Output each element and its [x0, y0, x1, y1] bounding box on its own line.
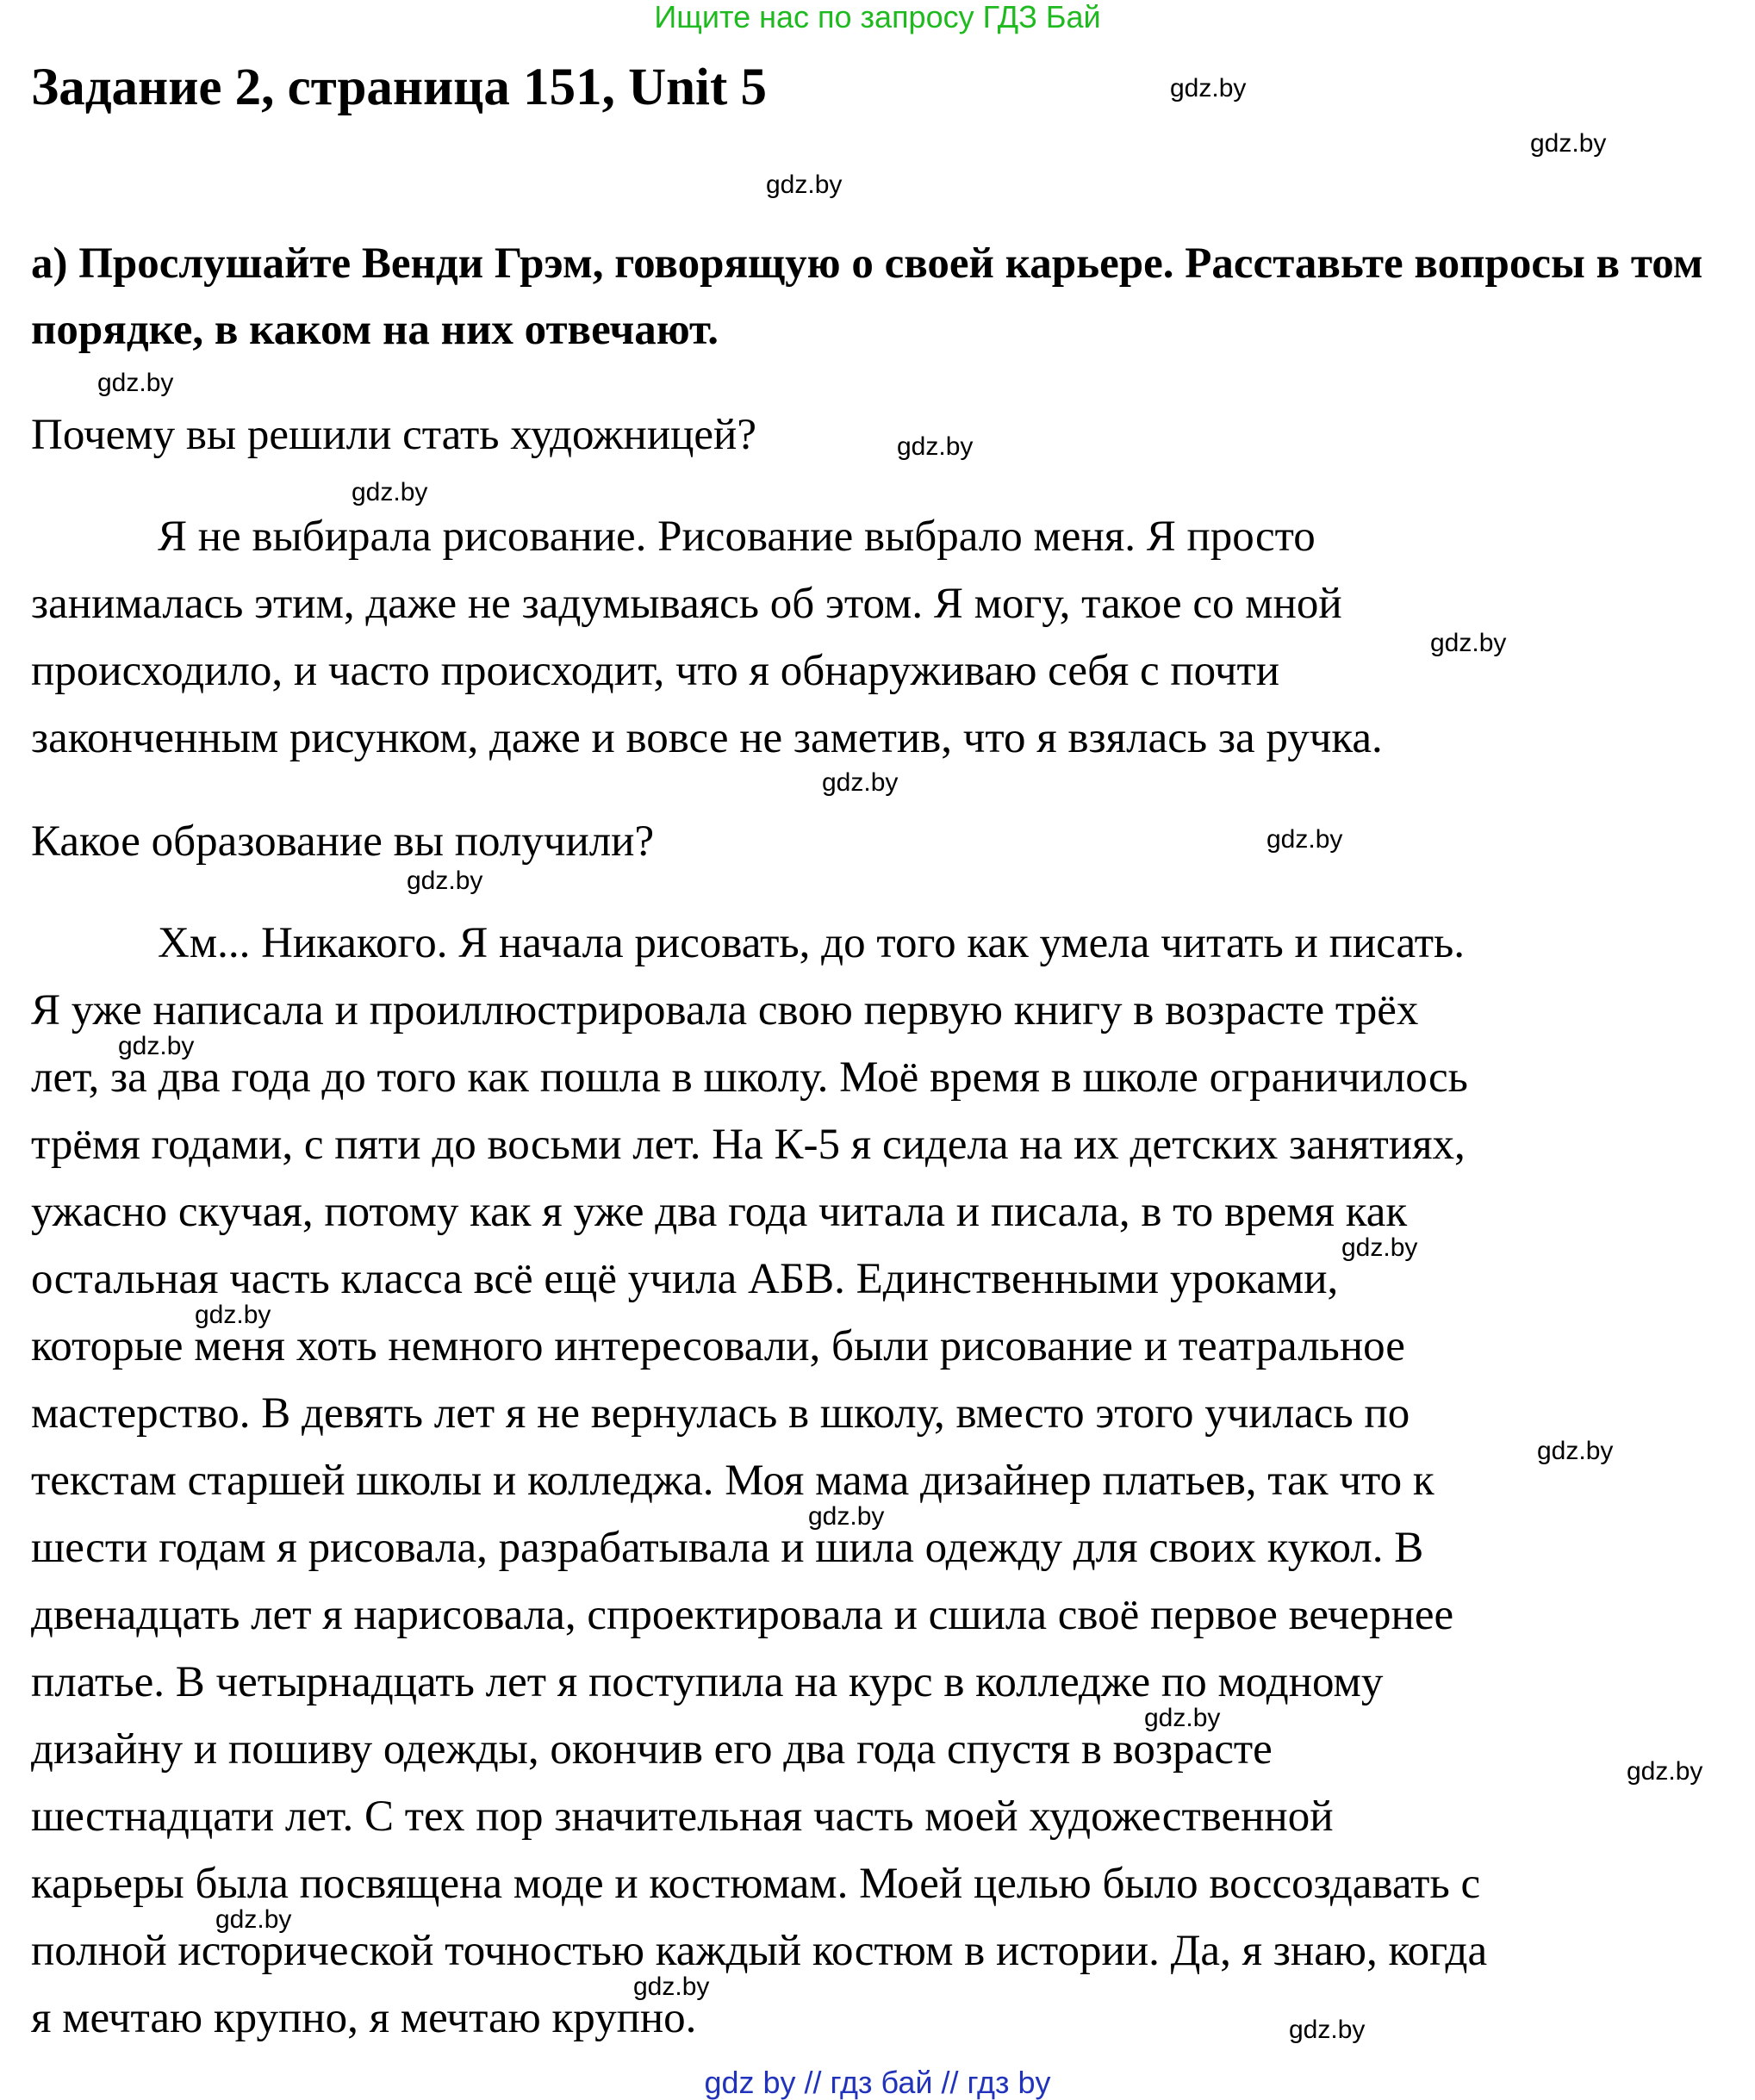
watermark: gdz.by [352, 478, 428, 506]
watermark: gdz.by [1537, 1437, 1614, 1465]
answer-2-line: Я уже написала и проиллюстрировала свою первую книгу в возрасте трёх [31, 986, 1419, 1034]
watermark: gdz.by [195, 1301, 271, 1329]
answer-2-line: платье. В четырнадцать лет я поступила на курс в колледже по модному [31, 1658, 1384, 1706]
watermark: gdz.by [808, 1502, 885, 1531]
answer-2-line: остальная часть класса всё ещё учила АБВ. Единственными уроками, [31, 1255, 1339, 1303]
answer-2-line: текстам старшей школы и колледжа. Моя мама дизайнер платьев, так что к [31, 1457, 1434, 1505]
watermark: gdz.by [1430, 629, 1507, 657]
answer-2-line: лет, за два года до того как пошла в школу. Моё время в школе ограничилось [31, 1053, 1468, 1102]
watermark: gdz.by [822, 768, 899, 797]
watermark: gdz.by [1341, 1233, 1418, 1262]
watermark: gdz.by [1289, 2016, 1366, 2044]
watermark: gdz.by [407, 867, 483, 895]
answer-2-line: я мечтаю крупно, я мечтаю крупно. [31, 1994, 697, 2042]
watermark: gdz.by [97, 369, 174, 397]
watermark: gdz.by [1144, 1704, 1221, 1732]
watermark: gdz.by [1170, 74, 1247, 103]
watermark: gdz.by [1266, 825, 1343, 854]
answer-1-line: законченным рисунком, даже и вовсе не заметив, что я взялась за ручка. [31, 714, 1383, 762]
watermark: gdz.by [897, 432, 974, 461]
answer-2-line: мастерство. В девять лет я не вернулась в школу, вместо этого училась по [31, 1389, 1410, 1438]
answer-2-line: карьеры была посвящена моде и костюмам. Моей целью было воссоздавать с [31, 1860, 1481, 1908]
watermark: gdz.by [118, 1032, 195, 1060]
answer-2-line: трёмя годами, с пяти до восьми лет. На К-5 я сидела на их детских занятиях, [31, 1121, 1466, 1169]
task-instruction: а) Прослушайте Венди Грэм, говорящую о своей карьере. Расставьте вопросы в том порядке, в каком на них отвечают. [31, 239, 1703, 354]
answer-2-line: Хм... Никакого. Я начала рисовать, до того как умела читать и писать. [158, 919, 1466, 967]
answer-1-line: происходило, и часто происходит, что я обнаруживаю себя с почти [31, 647, 1280, 695]
top-banner[interactable]: Ищите нас по запросу ГДЗ Бай [654, 0, 1101, 34]
question-2: Какое образование вы получили? [31, 817, 655, 866]
answer-1-line: занималась этим, даже не задумываясь об этом. Я могу, такое со мной [31, 580, 1342, 628]
watermark: gdz.by [1627, 1757, 1703, 1786]
answer-2-line: которые меня хоть немного интересовали, были рисование и театральное [31, 1322, 1405, 1370]
watermark: gdz.by [633, 1973, 710, 2001]
watermark: gdz.by [215, 1905, 292, 1934]
footer-links[interactable]: gdz by // гдз бай // гдз by [704, 2065, 1051, 2100]
watermark: gdz.by [766, 171, 843, 199]
answer-2-line: шестнадцати лет. С тех пор значительная часть моей художественной [31, 1792, 1334, 1841]
answer-2-line: двенадцать лет я нарисовала, спроектировала и сшила своё первое вечернее [31, 1591, 1454, 1639]
answer-2-line: шести годам я рисовала, разрабатывала и шила одежду для своих кукол. В [31, 1524, 1424, 1572]
question-1: Почему вы решили стать художницей? [31, 411, 756, 459]
page-title: Задание 2, страница 151, Unit 5 [31, 59, 768, 116]
answer-2-line: полной исторической точностью каждый костюм в истории. Да, я знаю, когда [31, 1927, 1488, 1975]
answer-2-line: ужасно скучая, потому как я уже два года читала и писала, в то время как [31, 1188, 1408, 1236]
answer-2-line: дизайну и пошиву одежды, окончив его два года спустя в возрасте [31, 1725, 1273, 1774]
watermark: gdz.by [1530, 129, 1607, 158]
answer-1-line: Я не выбирала рисование. Рисование выбрало меня. Я просто [158, 513, 1316, 561]
